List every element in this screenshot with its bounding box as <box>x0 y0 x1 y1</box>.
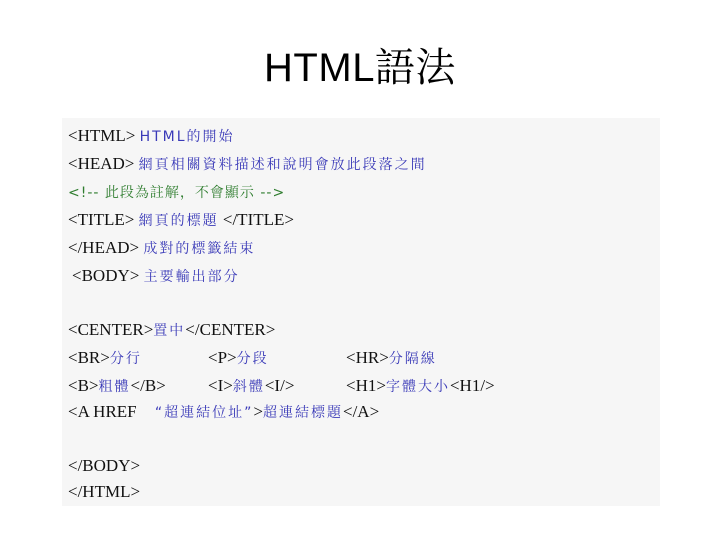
tag-text: <HEAD> <box>68 154 135 173</box>
tag-text: <TITLE> <box>68 210 135 229</box>
code-line-br-p-hr <box>68 346 648 370</box>
description-text: 分隔線 <box>388 351 437 367</box>
tag-close-bracket: > <box>253 402 263 421</box>
closing-tag-text: <I/> <box>264 376 295 395</box>
tag-text: <HTML> <box>68 126 136 145</box>
code-line-head-end <box>68 236 255 260</box>
code-line-body <box>72 264 240 288</box>
code-line-html-start <box>68 124 235 148</box>
br-entry <box>68 346 142 371</box>
tag-text: <P> <box>208 348 237 367</box>
description-text: 網頁相關資料描述和說明會放此段落之間 <box>138 157 427 173</box>
code-line-comment <box>68 180 285 204</box>
description-text: 粗體 <box>98 379 131 395</box>
link-title-description-text: 超連結標題 <box>263 405 343 421</box>
closing-tag-text: </CENTER> <box>185 320 276 339</box>
description-text: 分段 <box>236 351 269 367</box>
closing-tag-text: </B> <box>130 376 166 395</box>
tag-text: </BODY> <box>68 456 141 475</box>
description-text: HTML的開始 <box>139 129 235 145</box>
closing-tag-text: </TITLE> <box>222 210 294 229</box>
tag-text: <H1> <box>346 376 386 395</box>
description-text: 斜體 <box>232 379 265 395</box>
italic-entry <box>208 374 294 399</box>
description-text: 字體大小 <box>385 379 450 395</box>
code-line-anchor <box>68 400 379 424</box>
closing-tag-text: </A> <box>343 402 380 421</box>
bold-entry <box>68 374 166 399</box>
tag-text: <B> <box>68 376 99 395</box>
code-line-html-end <box>68 480 140 504</box>
h1-entry <box>346 374 495 399</box>
description-text: 主要輸出部分 <box>143 269 240 285</box>
code-line-center <box>68 318 275 342</box>
html-syntax-panel <box>62 118 660 506</box>
code-line-b-i-h1 <box>68 374 648 398</box>
tag-text: <A HREF <box>68 402 137 421</box>
tag-text: <CENTER> <box>68 320 154 339</box>
slide-title: HTML語法 <box>264 46 456 90</box>
tag-text: </HEAD> <box>68 238 140 257</box>
code-line-title <box>68 208 294 232</box>
code-line-body-end <box>68 454 140 478</box>
tag-text: <I> <box>208 376 233 395</box>
tag-text: <HR> <box>346 348 389 367</box>
tag-text: <BODY> <box>72 266 140 285</box>
description-text: 成對的標籤結束 <box>143 241 256 257</box>
tag-text: <BR> <box>68 348 110 367</box>
closing-tag-text: <H1/> <box>449 376 495 395</box>
code-line-head <box>68 152 427 176</box>
description-text: 網頁的標題 <box>138 213 219 229</box>
description-text: 分行 <box>109 351 142 367</box>
description-text: 置中 <box>153 323 186 339</box>
comment-text: <!-- 此段為註解，不會顯示 --> <box>68 185 286 201</box>
p-entry <box>208 346 269 371</box>
tag-text: </HTML> <box>68 482 141 501</box>
url-description-text: “超連結位址” <box>154 405 254 421</box>
hr-entry <box>346 346 437 371</box>
